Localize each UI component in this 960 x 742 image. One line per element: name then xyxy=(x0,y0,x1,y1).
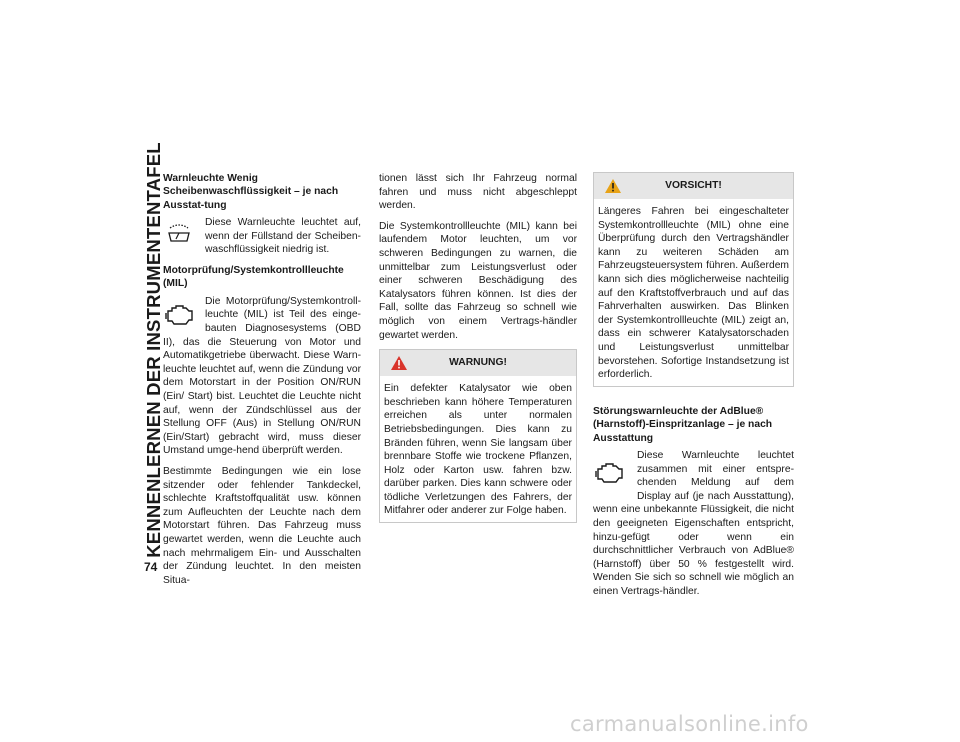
adblue-heading: Störungswarnleuchte der AdBlue® (Harnstoff)-Einspritzanlage – je nach Ausstattung xyxy=(593,405,773,444)
side-section-title: KENNENLERNEN DER INSTRUMENTENTAFEL xyxy=(143,142,164,558)
adblue-text: Diese Warnleuchte leuchtet zusammen mit einer entspre-chenden Meldung auf dem Display auf (je nach Ausstattung), wenn eine unbekannte Flüssigkeit, die nicht den geeigneten Eigenschaften entspricht, hinzu-gefügt oder wenn ein durchschnittlicher Verbrauch von AdBlue® (Harnstoff) über 50 % festgestellt wird. Wenden Sie sich so schnell wie möglich an einen Vertrags-händler. xyxy=(593,449,794,597)
warning-header xyxy=(380,350,576,376)
caution-title: VORSICHT! xyxy=(665,180,722,192)
column-1 xyxy=(163,172,361,594)
mil-text: Die Motorprüfung/Systemkontroll-leuchte (MIL) ist Teil des einge-bauten Diagnosesystems (OBD II), das die Steuerung von Motor und Automatikgetriebe überwacht. Diese Warn-leuchte leuchtet auf, wenn die Zündung vor dem Motorstart in der Position ON/RUN (Ein/ Start) bist. Leuchtet die Leuchte nicht auf, wenn der Zündschlüssel aus der Stellung OFF (Aus) in Stellung ON/RUN (Ein/Start) gebracht wird, muss dieser Umstand umge-hend überprüft werden. xyxy=(163,295,361,457)
page-number: 74 xyxy=(144,560,158,574)
mil-heading: Motorprüfung/Systemkontrollleuchte (MIL) xyxy=(163,265,344,290)
washer-fluid-text: Diese Warnleuchte leuchtet auf, wenn der Füllstand der Scheiben-waschflüssigkeit niedrig ist. xyxy=(205,217,361,256)
continued-text: tionen lässt sich Ihr Fahrzeug normal fahren und muss nicht abgeschleppt werden. xyxy=(379,173,577,212)
caution-box xyxy=(593,172,794,387)
mil-conditions-text: Bestimmte Bedingungen wie ein lose sitzender oder fehlender Tankdeckel, schlechte Kraftstoffqualität usw. können zum Aufleuchten der Leuchte nach dem Motorstart führen. Das Fahrzeug muss gewartet werden, wenn die Leuchte auch nach mehrmaligem Ein- und Ausschalten der Zündung leuchtet. In den meisten Situa- xyxy=(163,465,361,586)
washer-fluid-icon xyxy=(167,218,191,249)
caution-text: Längeres Fahren bei eingeschalteter Systemkontrollleuchte (MIL) ohne eine Überprüfung durch den Vertragshändler kann zu weiteren Schäden am Fahrzeugsteuersystem führen. Außerdem kann sich dies möglicherweise nachteilig auf den Kraftstoffverbrauch und auf das Fahrverhalten auswirken. Das Blinken der Systemkontrollleuchte (MIL) zeigt an, dass ein schwerer Katalysatorschaden und Leistungsverlust unmittelbar bevorstehen. Sofortige Instandsetzung ist erforderlich. xyxy=(598,206,789,381)
mil-running-text: Die Systemkontrollleuchte (MIL) kann bei laufendem Motor leuchten, um vor schweren Bedingungen zu warnen, die unmittelbar zum Leistungsverlust oder einer schweren Beschädigung des Katalysators führen können. Ist dies der Fall, sollte das Fahrzeug so schnell wie möglich von einem Vertrags-händler gewartet werden. xyxy=(379,220,577,341)
watermark: carmanualsonline.info xyxy=(570,712,809,736)
warning-triangle-icon xyxy=(390,355,408,371)
engine-check-icon xyxy=(595,461,625,490)
caution-triangle-icon xyxy=(604,178,622,194)
engine-check-icon xyxy=(165,303,195,332)
warning-box xyxy=(379,349,577,523)
caution-header xyxy=(594,173,793,199)
washer-fluid-heading: Warnleuchte Wenig Scheibenwaschflüssigkeit – je nach Ausstat-tung xyxy=(163,173,339,211)
warning-title: WARNUNG! xyxy=(449,357,507,369)
column-3 xyxy=(593,172,794,605)
column-2 xyxy=(379,172,577,523)
warning-text: Ein defekter Katalysator wie oben beschrieben kann höhere Temperaturen erreichen als unter normalen Betriebsbedingungen. Dies kann zu Bränden führen, wenn Sie langsam über brennbare Stoffe wie trockene Pflanzen, Holz oder Karton usw. fahren bzw. darüber parken. Dies kann schwere oder tödliche Verletzungen des Fahrers, der Mitfahrer oder anderer zur Folge haben. xyxy=(384,383,572,517)
